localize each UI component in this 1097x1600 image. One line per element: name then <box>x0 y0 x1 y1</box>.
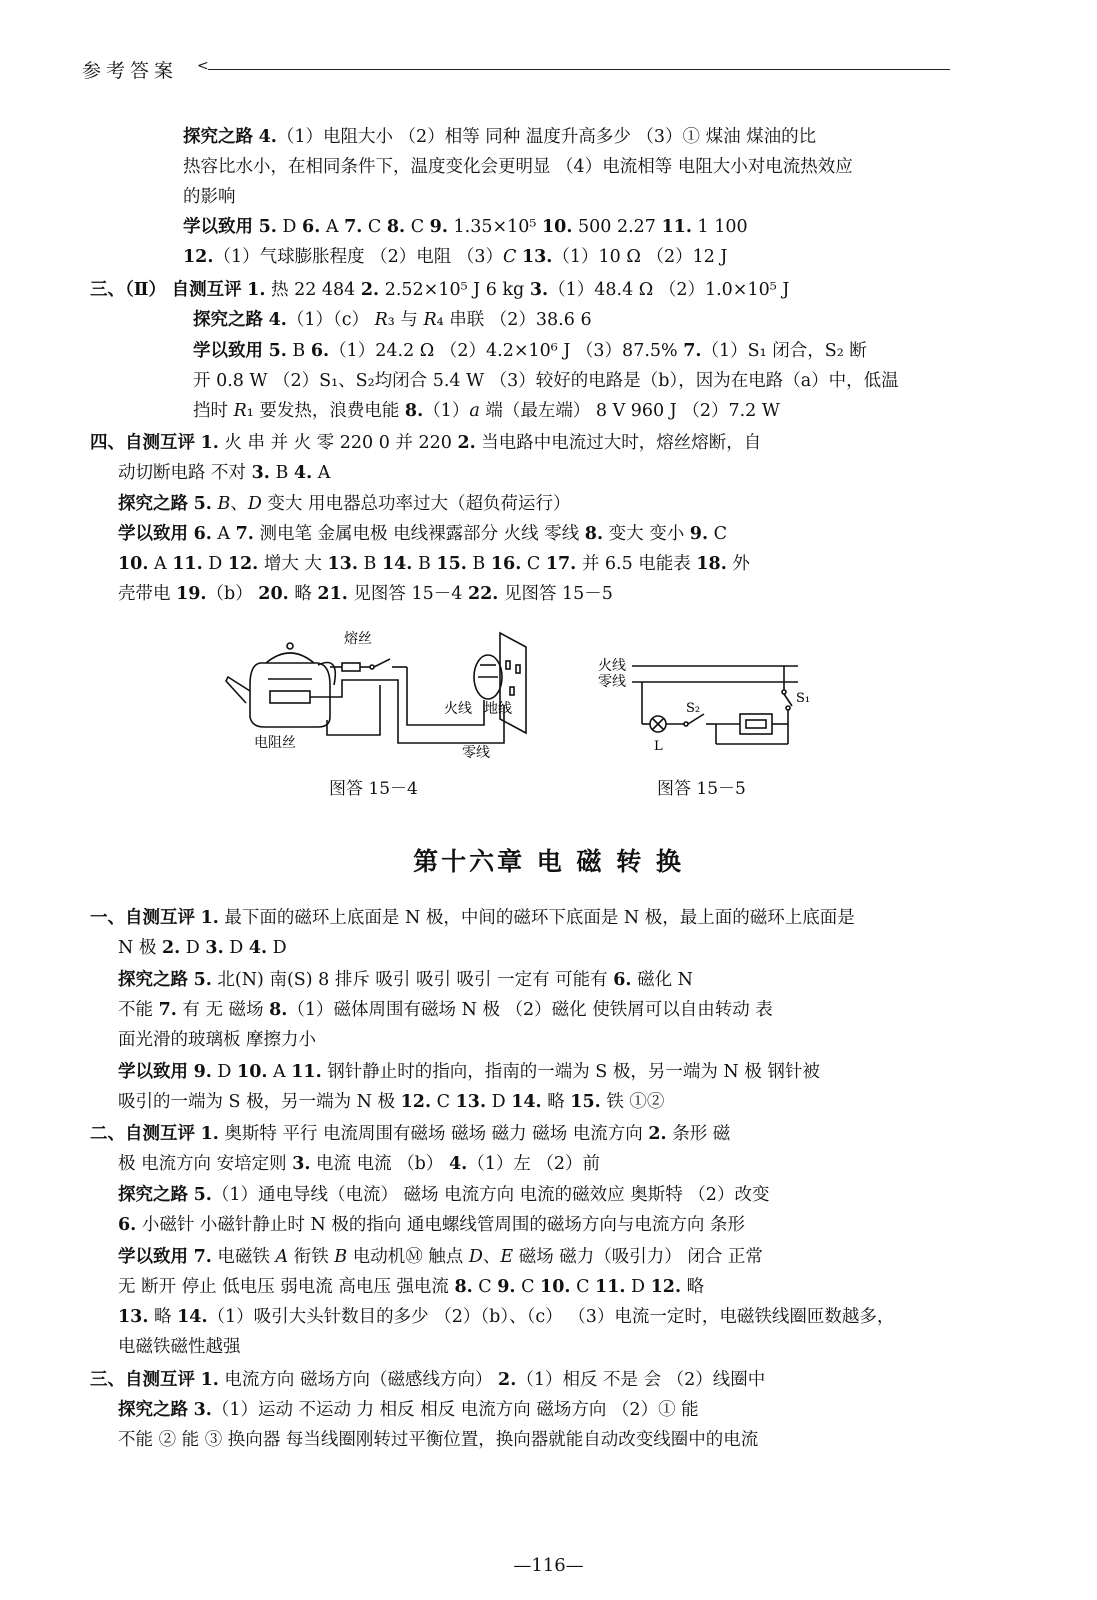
text-line <box>90 1119 730 1149</box>
text-span: 4. <box>258 127 277 147</box>
text-span: 1. <box>247 280 266 300</box>
text-span: 9. <box>193 1062 212 1082</box>
text-span: 8. <box>584 524 604 544</box>
text-line <box>118 579 613 609</box>
text-span: C <box>708 524 728 544</box>
text-span: 四、自测互评 <box>90 433 195 453</box>
text-span: R <box>374 310 388 330</box>
text-span: 探究之路 <box>118 970 188 990</box>
running-header <box>82 56 950 86</box>
text-span: 7. <box>344 217 363 237</box>
text-span: 15. <box>436 554 467 574</box>
text-span: 极 电流方向 安培定则 <box>118 1154 293 1174</box>
text-span: 2. <box>648 1124 667 1144</box>
kettle-body <box>250 663 330 727</box>
text-span: 钢针静止时的指向，指南的一端为 S 极，另一端为 N 极 钢针被 <box>321 1062 820 1082</box>
text-span: 9. <box>689 524 709 544</box>
text-span: 9. <box>429 217 448 237</box>
label-live: 火线 <box>444 701 472 717</box>
text-span: 北(N) 南(S) 8 排斥 吸引 吸引 吸引 一定有 可能有 <box>211 970 614 990</box>
text-span: 探究之路 <box>193 310 263 330</box>
text-span: 19. <box>176 584 207 604</box>
text-span: ₄ 串联 （2）38.6 6 <box>436 310 592 330</box>
figure-15-5 <box>598 650 818 760</box>
text-span: （1）左 （2）前 <box>467 1154 601 1174</box>
text-span: 3. <box>292 1154 311 1174</box>
text-span: （1）吸引大头针数目的多少 （2）（b）、（c） （3）电流一定时，电磁铁线圈匝数越多， <box>207 1307 895 1327</box>
text-span: 17. <box>545 554 577 574</box>
text-line <box>183 212 748 242</box>
text-line <box>183 182 236 212</box>
text-line <box>118 1272 704 1302</box>
text-span: C <box>502 247 517 267</box>
text-span: C <box>570 1277 596 1297</box>
text-line <box>118 489 570 519</box>
text-span: 不能 ② 能 ③ 换向器 每当线圈刚转过平衡位置，换向器就能自动改变线圈中的电流 <box>118 1430 759 1450</box>
page-number: —116— <box>513 1555 584 1576</box>
text-span: 7. <box>235 524 254 544</box>
text-span: D <box>276 217 303 237</box>
label-lamp: L <box>654 739 663 754</box>
kettle-lid <box>266 653 314 663</box>
text-span: 18. <box>696 554 727 574</box>
text-line <box>183 122 816 152</box>
text-line <box>90 903 855 933</box>
text-span: A <box>275 1247 289 1267</box>
label-fuse: 熔丝 <box>344 631 372 647</box>
text-line <box>118 1025 316 1055</box>
header-title: 参考答案 <box>82 60 179 82</box>
text-span: 无 断开 停止 低电压 弱电流 高电压 强电流 <box>118 1277 455 1297</box>
text-line <box>183 152 853 182</box>
text-span: 10. <box>541 217 573 237</box>
text-span: 500 2.27 <box>572 217 662 237</box>
text-span: 1. <box>200 1370 219 1390</box>
text-span: 奥斯特 平行 电流周围有磁场 磁场 磁力 磁场 电流方向 <box>218 1124 649 1144</box>
text-line <box>118 1149 600 1179</box>
text-span: 13. <box>521 247 553 267</box>
text-span: D <box>486 1092 512 1112</box>
text-span: 学以致用 <box>118 1247 188 1267</box>
text-span: 学以致用 <box>193 341 263 361</box>
text-span: B <box>217 494 231 514</box>
text-span: 电流 电流 （b） <box>310 1154 449 1174</box>
text-span: ₃ 与 <box>387 310 424 330</box>
text-span: a <box>469 401 480 421</box>
text-span: 略 <box>541 1092 571 1112</box>
text-line <box>118 1425 758 1455</box>
text-line <box>118 1210 745 1240</box>
text-span: 5. <box>193 494 212 514</box>
label-neutral: 零线 <box>462 745 490 761</box>
text-span: 一、自测互评 <box>90 908 195 928</box>
text-span: D <box>247 494 262 514</box>
text-span: C <box>362 217 387 237</box>
text-span: （1）（c） <box>286 310 375 330</box>
text-span: 略 <box>148 1307 178 1327</box>
text-span: C <box>431 1092 456 1112</box>
text-span: 21. <box>317 584 348 604</box>
caption-15-5: 图答 15－5 <box>657 779 746 799</box>
text-span: 学以致用 <box>118 524 188 544</box>
text-line <box>118 549 750 579</box>
text-span: 自测互评 <box>171 280 242 300</box>
text-span: C <box>472 1277 498 1297</box>
text-span: A <box>312 463 331 483</box>
text-span: （1）磁体周围有磁场 N 极 （2）磁化 使铁屑可以自由转动 表 <box>287 1000 773 1020</box>
text-span: 11. <box>595 1277 626 1297</box>
text-span: 4. <box>248 938 268 958</box>
text-span: A <box>148 554 173 574</box>
text-span: （1）48.4 Ω （2）1.0×10⁵ J <box>548 280 790 300</box>
text-span: ₁ 要发热，浪费电能 <box>246 401 405 421</box>
text-span: 的影响 <box>183 187 236 207</box>
text-line <box>193 305 592 335</box>
text-span: 12. <box>400 1092 432 1112</box>
text-span: 15. <box>570 1092 601 1112</box>
text-span: D <box>211 1062 238 1082</box>
text-span: 3. <box>529 280 549 300</box>
text-span: 1 100 <box>691 217 748 237</box>
text-span: R <box>423 310 437 330</box>
text-span: 8. <box>386 217 406 237</box>
text-span: 1. <box>200 1124 219 1144</box>
text-span: C <box>521 554 546 574</box>
text-span: 6. <box>310 341 330 361</box>
text-span: 电磁铁磁性越强 <box>118 1337 241 1357</box>
text-span: 外 <box>726 554 750 574</box>
text-line <box>90 275 789 305</box>
text-span: 7. <box>158 1000 177 1020</box>
text-span: 5. <box>268 341 287 361</box>
text-span: 三、自测互评 <box>90 1370 195 1390</box>
kettle-spout <box>226 677 250 703</box>
text-span: 13. <box>327 554 358 574</box>
text-span: 6. <box>613 970 632 990</box>
text-span: A <box>267 1062 292 1082</box>
text-span: C <box>405 217 430 237</box>
text-line <box>118 1087 664 1117</box>
text-line <box>118 1180 769 1210</box>
text-line <box>193 366 899 396</box>
label-s2: S₂ <box>686 701 701 716</box>
text-span: 探究之路 <box>118 1400 188 1420</box>
text-line <box>193 336 867 366</box>
text-span: 12. <box>227 554 259 574</box>
text-line <box>118 995 773 1025</box>
text-span: 电流方向 磁场方向（磁感线方向） <box>218 1370 499 1390</box>
label-live: 火线 <box>598 658 626 674</box>
text-span: （1）相反 不是 会 （2）线圈中 <box>516 1370 766 1390</box>
text-span: D <box>180 938 206 958</box>
text-line <box>118 1332 241 1362</box>
text-span: 12. <box>650 1277 682 1297</box>
text-span: B <box>286 341 311 361</box>
text-span: 1.35×10⁵ <box>447 217 542 237</box>
text-span: D <box>468 1247 483 1267</box>
text-span: 学以致用 <box>118 1062 188 1082</box>
text-line <box>118 1057 820 1087</box>
text-span: 变大 用电器总功率过大（超负荷运行） <box>261 494 571 514</box>
text-span: 热 22 484 <box>265 280 361 300</box>
text-line <box>118 965 693 995</box>
text-span: 磁化 N <box>631 970 693 990</box>
text-line <box>118 1395 699 1425</box>
text-span: 增大 大 <box>258 554 328 574</box>
text-span: 三、（Ⅱ） <box>90 280 166 300</box>
text-span: 有 无 磁场 <box>176 1000 270 1020</box>
text-span: 5. <box>193 1185 212 1205</box>
socket-box <box>740 714 772 734</box>
text-span: E <box>500 1247 514 1267</box>
text-span: 10. <box>237 1062 268 1082</box>
text-span: 6. <box>193 524 212 544</box>
label-neutral: 零线 <box>598 674 626 690</box>
text-span: 6. <box>302 217 321 237</box>
text-span: 8. <box>404 401 424 421</box>
text-span: 电动机Ⓜ 触点 <box>347 1247 469 1267</box>
text-span: B <box>357 554 382 574</box>
figure-15-4 <box>222 625 532 765</box>
text-span: 探究之路 <box>118 494 188 514</box>
text-line <box>118 458 330 488</box>
label-s1: S₁ <box>796 691 811 706</box>
header-arrow-icon: < <box>197 58 209 74</box>
text-line <box>90 1365 765 1395</box>
text-span: 1. <box>200 433 219 453</box>
label-resistor: 电阻丝 <box>254 735 296 751</box>
text-span: 11. <box>291 1062 322 1082</box>
text-span: 探究之路 <box>183 127 253 147</box>
text-span: （1）S₁ 闭合，S₂ 断 <box>701 341 867 361</box>
text-span: 吸引的一端为 S 极，另一端为 N 极 <box>118 1092 401 1112</box>
text-line <box>193 396 780 426</box>
text-span: 电磁铁 <box>211 1247 276 1267</box>
text-span: 22. <box>467 584 499 604</box>
text-span: A <box>320 217 345 237</box>
text-span: 4. <box>268 310 287 330</box>
text-span: 9. <box>497 1277 516 1297</box>
text-span: 6. <box>118 1215 137 1235</box>
text-span: 14. <box>177 1307 208 1327</box>
text-span: （1）气球膨胀程度 （2）电阻 （3） <box>213 247 503 267</box>
text-span: 2. <box>360 280 380 300</box>
text-span: 12. <box>183 247 214 267</box>
text-span: 见图答 15－4 <box>347 584 468 604</box>
text-span: 学以致用 <box>183 217 253 237</box>
text-span: 13. <box>118 1307 149 1327</box>
kettle-handle <box>318 663 335 686</box>
text-span: 2.52×10⁵ J 6 kg <box>379 280 530 300</box>
text-span: 衔铁 <box>288 1247 335 1267</box>
text-span: 小磁针 小磁针静止时 N 极的指向 通电螺线管周围的磁场方向与电流方向 条形 <box>136 1215 745 1235</box>
text-span: 11. <box>661 217 692 237</box>
text-span: 端（最左端） 8 V 960 J （2）7.2 W <box>479 401 780 421</box>
text-span: 1. <box>200 908 219 928</box>
text-span: 4. <box>448 1154 468 1174</box>
text-span: D <box>223 938 249 958</box>
text-span: 14. <box>511 1092 542 1112</box>
text-span: 2. <box>498 1370 517 1390</box>
text-span: B <box>334 1247 348 1267</box>
text-span: 条形 磁 <box>666 1124 731 1144</box>
text-span: 二、自测互评 <box>90 1124 195 1144</box>
text-span: B <box>269 463 294 483</box>
text-span: 、 <box>230 494 248 514</box>
text-span: 、 <box>482 1247 501 1267</box>
text-span: 不能 <box>118 1000 159 1020</box>
text-span: 最下面的磁环上底面是 N 极，中间的磁环下底面是 N 极，最上面的磁环上底面是 <box>218 908 855 928</box>
text-span: 略 <box>681 1277 705 1297</box>
text-span: 11. <box>172 554 203 574</box>
text-line <box>118 1302 894 1332</box>
text-line <box>90 428 761 458</box>
text-span: 3. <box>251 463 270 483</box>
text-span: 动切断电路 不对 <box>118 463 252 483</box>
text-span: 4. <box>293 463 313 483</box>
text-span: B <box>412 554 437 574</box>
text-span: 探究之路 <box>118 1185 188 1205</box>
text-span: 8. <box>269 1000 288 1020</box>
label-earth: 地线 <box>484 701 512 717</box>
text-span: 略 <box>288 584 318 604</box>
text-span: 8. <box>454 1277 473 1297</box>
text-span: 壳带电 <box>118 584 177 604</box>
text-line <box>118 933 287 963</box>
text-span: N 极 <box>118 938 162 958</box>
text-span: 7. <box>193 1247 212 1267</box>
text-span: （1）10 Ω （2）12 J <box>552 247 728 267</box>
text-span: 热容比水小，在相同条件下，温度变化会更明显 （4）电流相等 电阻大小对电流热效应 <box>183 157 853 177</box>
text-line <box>118 519 727 549</box>
text-span: D <box>625 1277 651 1297</box>
chapter-title: 第十六章 电 磁 转 换 <box>413 847 684 876</box>
text-span: 20. <box>258 584 289 604</box>
heating-element <box>270 691 310 703</box>
text-span: 5. <box>258 217 277 237</box>
text-span: 铁 ①② <box>600 1092 665 1112</box>
text-span: 10. <box>118 554 149 574</box>
caption-15-4: 图答 15－4 <box>329 779 418 799</box>
text-span: B <box>466 554 491 574</box>
text-span: 挡时 <box>193 401 234 421</box>
fuse <box>342 663 360 671</box>
text-span: （b） <box>206 584 259 604</box>
text-span: 开 0.8 W （2）S₁、S₂均闭合 5.4 W （3）较好的电路是（b），因为在电路（a）中，低温 <box>193 371 899 391</box>
text-span: 面光滑的玻璃板 摩擦力小 <box>118 1030 317 1050</box>
text-span: （1） <box>423 401 470 421</box>
text-span: A <box>211 524 236 544</box>
text-span: 并 6.5 电能表 <box>576 554 697 574</box>
text-span: 3. <box>193 1400 212 1420</box>
text-line <box>183 242 727 272</box>
text-span: 5. <box>193 970 212 990</box>
text-span: D <box>267 938 287 958</box>
text-span: 测电笔 金属电极 电线裸露部分 火线 零线 <box>253 524 585 544</box>
text-span: （1）24.2 Ω （2）4.2×10⁶ J （3）87.5% <box>329 341 684 361</box>
text-span: （1）运动 不运动 力 相反 相反 电流方向 磁场方向 （2）① 能 <box>211 1400 699 1420</box>
text-span: R <box>233 401 247 421</box>
text-span: 16. <box>490 554 522 574</box>
text-span: C <box>515 1277 541 1297</box>
text-line <box>118 1242 763 1272</box>
text-span: 当电路中电流过大时，熔丝熔断，自 <box>475 433 762 453</box>
text-span: 2. <box>161 938 181 958</box>
text-span: 3. <box>205 938 224 958</box>
text-span: 13. <box>455 1092 487 1112</box>
text-span: D <box>202 554 228 574</box>
text-span: 见图答 15－5 <box>498 584 613 604</box>
text-span: 10. <box>540 1277 571 1297</box>
text-span: 2. <box>457 433 476 453</box>
text-span: 7. <box>683 341 702 361</box>
text-span: 火 串 并 火 零 220 0 并 220 <box>218 433 458 453</box>
text-span: 14. <box>381 554 413 574</box>
text-span: 磁场 磁力（吸引力） 闭合 正常 <box>513 1247 763 1267</box>
text-span: 变大 变小 <box>603 524 690 544</box>
text-span: （1）通电导线（电流） 磁场 电流方向 电流的磁效应 奥斯特 （2）改变 <box>211 1185 770 1205</box>
text-span: （1）电阻大小 （2）相等 同种 温度升高多少 （3）① 煤油 煤油的比 <box>276 127 817 147</box>
header-rule <box>208 69 950 70</box>
